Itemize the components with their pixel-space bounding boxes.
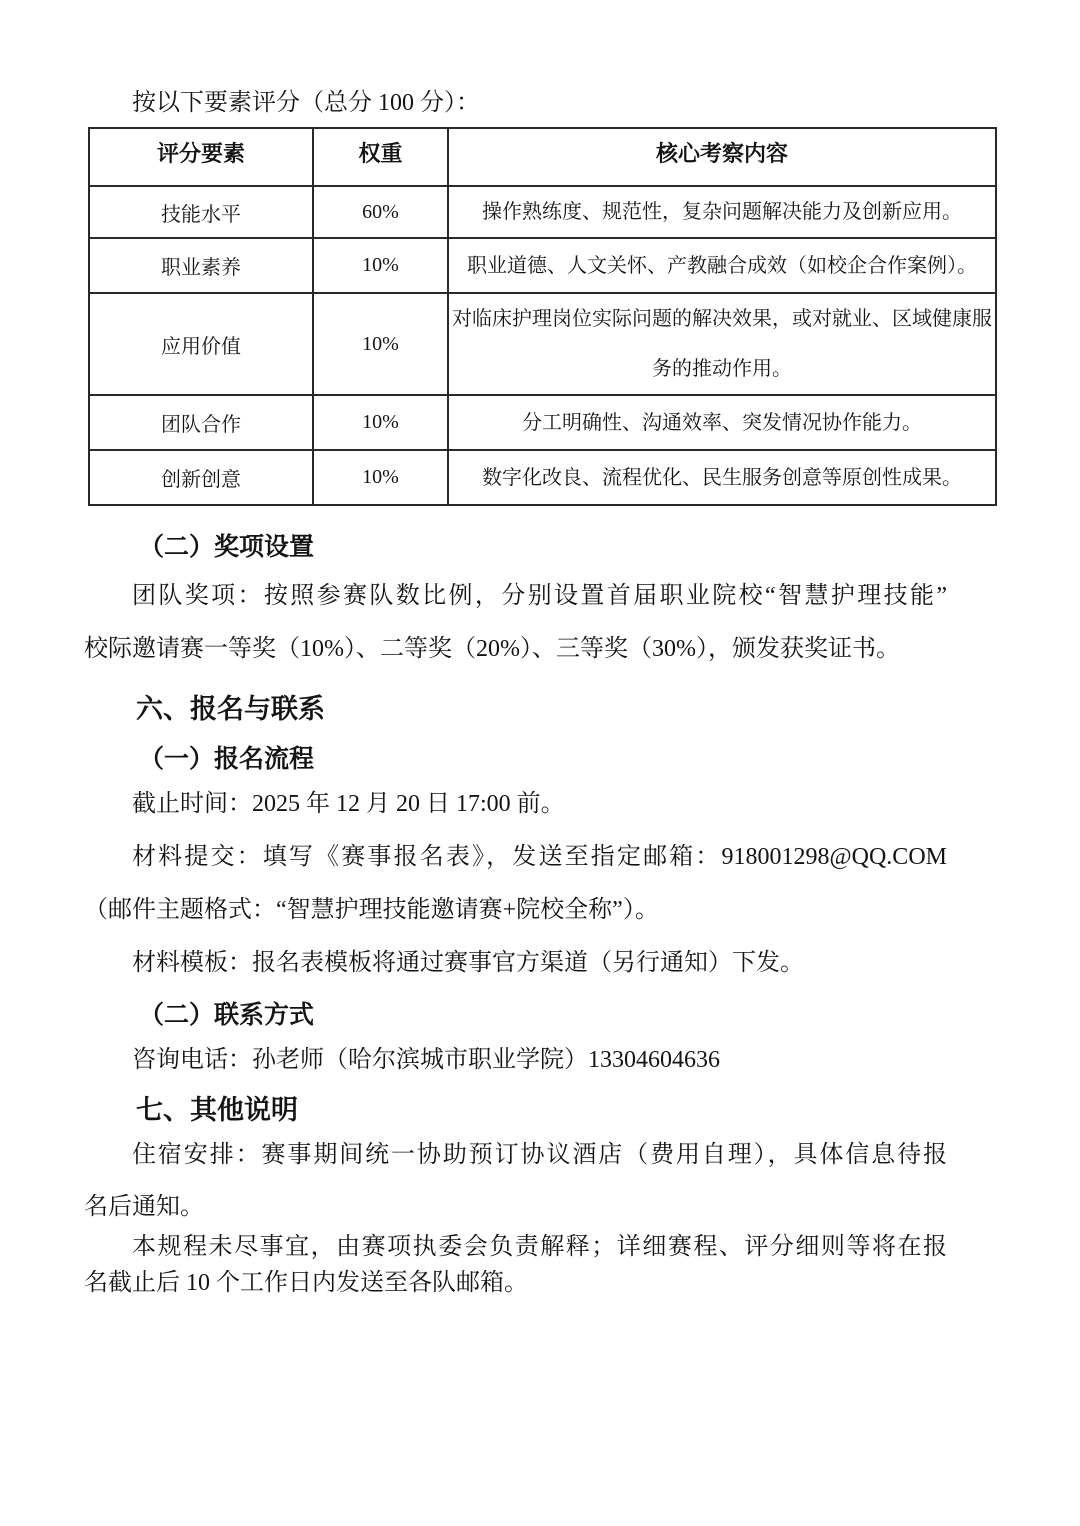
weight-cell: 10% (313, 238, 448, 293)
table-header-row (89, 128, 996, 186)
paragraph-line: 校际邀请赛一等奖（10%）、二等奖（20%）、三等奖（30%），颁发获奖证书。 (84, 636, 900, 662)
header-content: 核心考察内容 (448, 128, 996, 186)
table-row (89, 238, 996, 293)
scoring-table (88, 127, 997, 506)
content-cell (448, 395, 996, 450)
table-row (89, 450, 996, 505)
weight-cell: 10% (313, 293, 448, 395)
content-line: 操作熟练度、规范性，复杂问题解决能力及创新应用。 (482, 201, 962, 223)
paragraph-line: 材料提交：填写《赛事报名表》，发送至指定邮箱：918001298@QQ.COM (132, 844, 947, 870)
paragraph-line: 名后通知。 (84, 1194, 204, 1220)
paragraph-deadline (84, 778, 947, 831)
content-cell (448, 186, 996, 238)
content-line: 务的推动作用。 (652, 358, 792, 380)
paragraph-line: 住宿安排：赛事期间统一协助预订协议酒店（费用自理），具体信息待报 (132, 1142, 947, 1168)
heading-signup-process: （一）报名流程 (139, 745, 315, 773)
paragraph-line: 本规程未尽事宜，由赛项执委会负责解释；详细赛程、评分细则等将在报 (132, 1234, 947, 1260)
paragraph-line: 团队奖项：按照参赛队数比例，分别设置首届职业院校“智慧护理技能” (132, 583, 947, 609)
content-line: 对临床护理岗位实际问题的解决效果，或对就业、区域健康服 (452, 308, 992, 330)
intro-line: 按以下要素评分（总分 100 分）： (132, 90, 480, 116)
table-row (89, 186, 996, 238)
factor-cell: 应用价值 (89, 293, 313, 395)
content-line: 职业道德、人文关怀、产教融合成效（如校企合作案例）。 (467, 254, 977, 277)
factor-cell: 职业素养 (89, 238, 313, 293)
header-factor: 评分要素 (89, 128, 313, 186)
paragraph-line: 材料模板：报名表模板将通过赛事官方渠道（另行通知）下发。 (132, 950, 804, 976)
paragraph-line: 截止时间：2025 年 12 月 20 日 17:00 前。 (132, 791, 565, 817)
paragraph-final (84, 1229, 947, 1301)
heading-contact-method: （二）联系方式 (139, 1001, 315, 1029)
table-row (89, 293, 996, 395)
content-cell (448, 450, 996, 505)
table-row (89, 395, 996, 450)
paragraph-hotel (84, 1129, 947, 1233)
paragraph-submit (84, 831, 947, 937)
paragraph-template (84, 937, 947, 990)
header-weight: 权重 (313, 128, 448, 186)
weight-cell: 10% (313, 450, 448, 505)
factor-cell: 创新创意 (89, 450, 313, 505)
content-line: 分工明确性、沟通效率、突发情况协作能力。 (522, 411, 922, 434)
paragraph-line: 咨询电话：孙老师（哈尔滨城市职业学院）13304604636 (132, 1047, 720, 1073)
heading-signup-contact: 六、报名与联系 (136, 694, 325, 724)
factor-cell: 团队合作 (89, 395, 313, 450)
content-cell (448, 238, 996, 293)
paragraph-line: （邮件主题格式：“智慧护理技能邀请赛+院校全称”）。 (84, 897, 659, 923)
factor-cell: 技能水平 (89, 186, 313, 238)
weight-cell: 10% (313, 395, 448, 450)
weight-cell: 60% (313, 186, 448, 238)
heading-awards: （二）奖项设置 (139, 533, 315, 561)
paragraph-line: 名截止后 10 个工作日内发送至各队邮箱。 (84, 1270, 528, 1296)
content-cell (448, 293, 996, 395)
paragraph-phone (84, 1034, 947, 1087)
paragraph-awards (84, 570, 947, 676)
heading-other-notes: 七、其他说明 (136, 1095, 298, 1125)
content-line: 数字化改良、流程优化、民生服务创意等原创性成果。 (482, 466, 962, 489)
